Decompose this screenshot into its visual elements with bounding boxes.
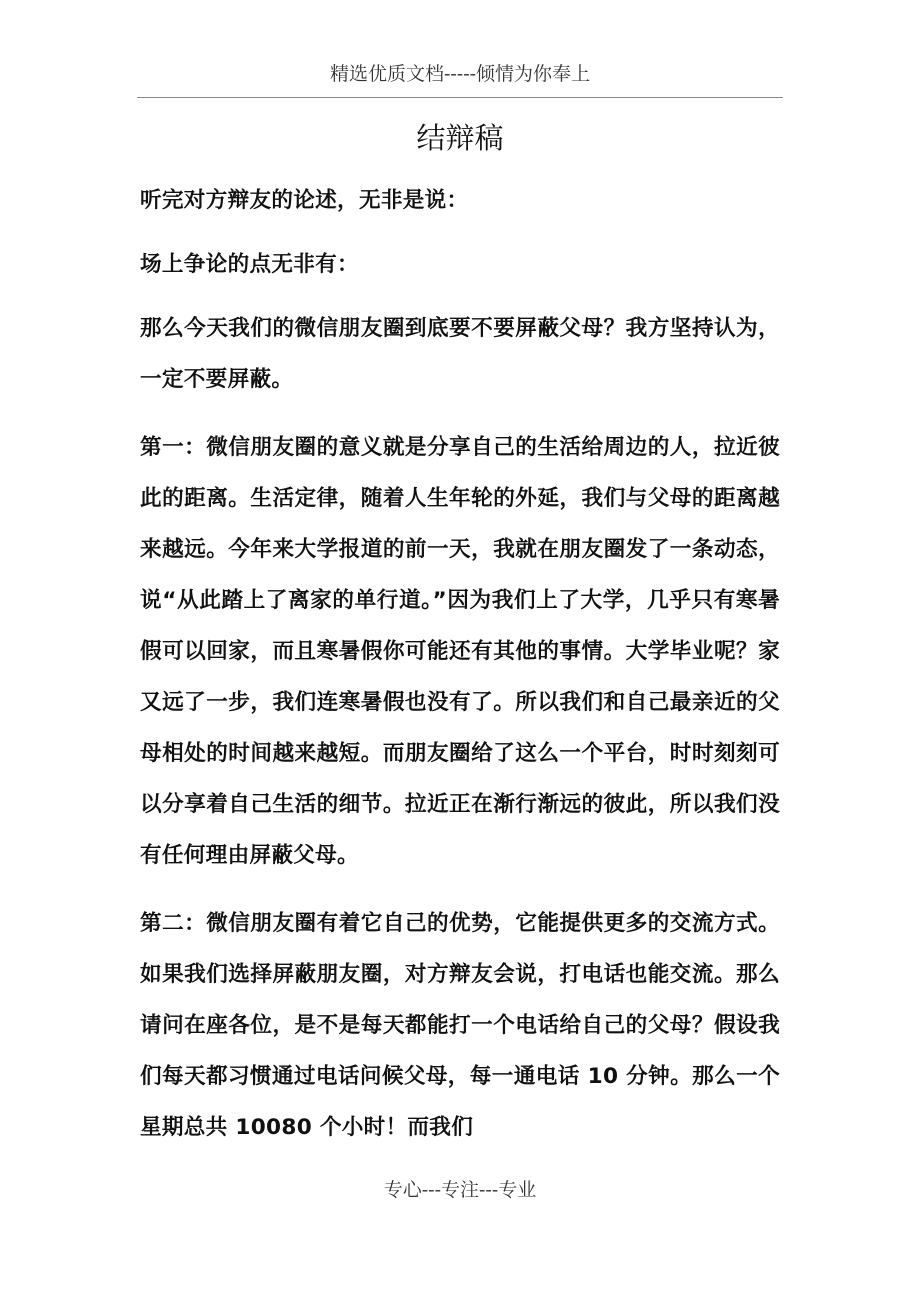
- document-body: [140, 181, 780, 1176]
- paragraph-point-two: 第二：微信朋友圈有着它自己的优势，它能提供更多的交流方式。如果我们选择屏蔽朋友圈，对方辩友会说，打电话也能交流。那么请问在座各位，是不是每天都能打一个电话给自己的父母？假设我们每天都习惯通过电话问候父母，每一通电话 10 分钟。那么一个星期总共 10080 个小时！而我们: [140, 911, 780, 1140]
- header-divider: [137, 97, 783, 98]
- document-title: 结辩稿: [416, 121, 504, 155]
- paragraph-opening: 听完对方辩友的论述，无非是说：: [140, 188, 469, 213]
- paragraph-position: 那么今天我们的微信朋友圈到底要不要屏蔽父母？我方坚持认为，一定不要屏蔽。: [140, 316, 780, 392]
- paragraph-dispute-points: 场上争论的点无非有：: [140, 252, 359, 277]
- page-header: 精选优质文档-----倾情为你奉上: [329, 63, 591, 85]
- page-footer: 专心---专注---专业: [383, 1179, 537, 1201]
- paragraph-point-one: 第一：微信朋友圈的意义就是分享自己的生活给周边的人，拉近彼此的距离。生活定律，随着人生年轮的外延，我们与父母的距离越来越远。今年来大学报道的前一天，我就在朋友圈发了一条动态，说“从此踏上了离家的单行道。”因为我们上了大学，几乎只有寒暑假可以回家，而且寒暑假你可能还有其他的事情。大学毕业呢？家又远了一步，我们连寒暑假也没有了。所以我们和自己最亲近的父母相处的时间越来越短。而朋友圈给了这么一个平台，时时刻刻可以分享着自己生活的细节。拉近正在渐行渐远的彼此，所以我们没有任何理由屏蔽父母。: [140, 435, 780, 868]
